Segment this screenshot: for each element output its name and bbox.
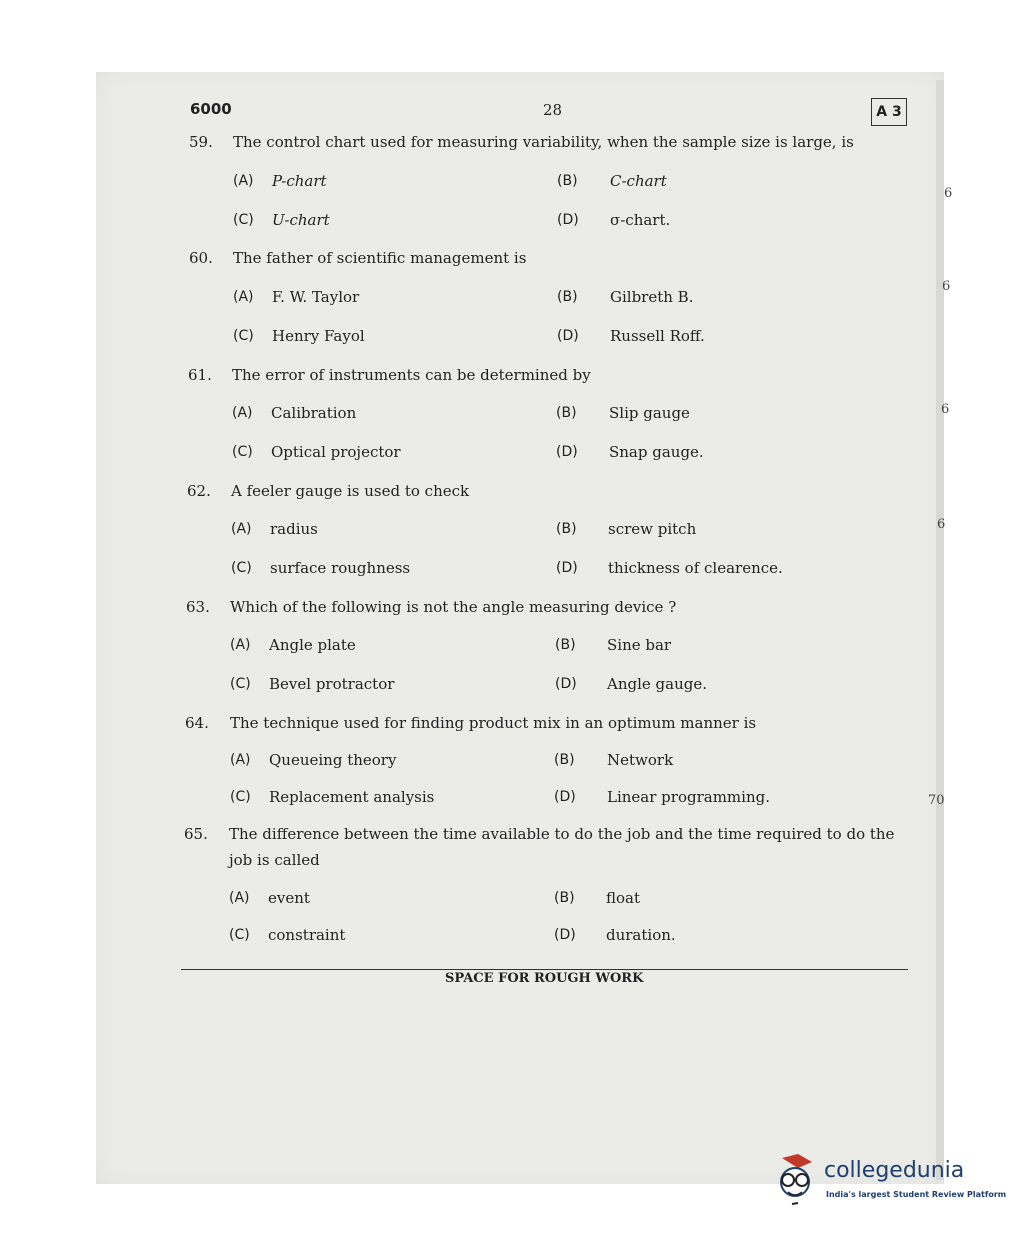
option-label: (B) xyxy=(557,173,578,189)
option-label: (D) xyxy=(556,444,578,460)
option-label: (A) xyxy=(233,289,254,305)
option-label: (B) xyxy=(555,637,576,653)
question-number: 64. xyxy=(185,714,209,732)
option-text: Angle gauge. xyxy=(607,675,707,693)
series-box: A 3 xyxy=(871,98,907,126)
option-text: Russell Roff. xyxy=(610,327,705,345)
option-label: (A) xyxy=(232,405,253,421)
option-text: screw pitch xyxy=(608,520,697,538)
option-text: Angle plate xyxy=(269,636,356,654)
option-text: Linear programming. xyxy=(607,788,770,806)
edge-mark: 70 xyxy=(928,793,945,808)
option-text: surface roughness xyxy=(270,559,411,577)
question-number: 59. xyxy=(189,133,213,151)
question-number: 62. xyxy=(187,482,211,500)
option-label: (C) xyxy=(229,927,250,943)
option-label: (A) xyxy=(229,890,250,906)
logo-tagline: India's largest Student Review Platform xyxy=(826,1190,1007,1199)
option-label: (A) xyxy=(231,521,252,537)
option-text: Replacement analysis xyxy=(269,788,435,806)
option-label: (B) xyxy=(557,289,578,305)
option-label: (C) xyxy=(233,328,254,344)
question-text: The difference between the time available to do the job and the time required to do the job is called xyxy=(229,825,895,869)
question-number: 65. xyxy=(184,825,208,843)
option-label: (D) xyxy=(557,212,579,228)
option-text: F. W. Taylor xyxy=(272,288,360,306)
option-label: (D) xyxy=(556,560,578,576)
option-text: Queueing theory xyxy=(269,751,397,769)
option-label: (B) xyxy=(556,521,577,537)
option-label: (A) xyxy=(230,637,251,653)
option-label: (D) xyxy=(555,676,577,692)
option-label: (C) xyxy=(230,789,251,805)
rough-work-divider xyxy=(181,969,908,970)
option-text: Gilbreth B. xyxy=(610,288,694,306)
option-text: U-chart xyxy=(272,211,330,229)
edge-mark: 6 xyxy=(944,186,953,201)
option-text: Snap gauge. xyxy=(609,443,704,461)
mascot-icon xyxy=(768,1150,822,1210)
option-text: duration. xyxy=(606,926,676,944)
question-number: 63. xyxy=(186,598,210,616)
option-text: Network xyxy=(607,751,674,769)
option-text: float xyxy=(606,889,641,907)
option-text: C-chart xyxy=(610,172,667,190)
option-label: (C) xyxy=(232,444,253,460)
option-label: (D) xyxy=(554,789,576,805)
option-label: (A) xyxy=(230,752,251,768)
option-text: Optical projector xyxy=(271,443,401,461)
question-text: The father of scientific management is xyxy=(233,249,527,267)
collegedunia-logo xyxy=(768,1150,1007,1210)
question-text: Which of the following is not the angle measuring device ? xyxy=(230,598,677,616)
question-text: The control chart used for measuring variability, when the sample size is large, is xyxy=(233,133,854,151)
option-label: (D) xyxy=(554,927,576,943)
question-text: The technique used for finding product mix in an optimum manner is xyxy=(230,714,757,732)
page-number: 28 xyxy=(543,101,563,119)
option-label: (C) xyxy=(233,212,254,228)
option-text: Slip gauge xyxy=(609,404,690,422)
option-text: thickness of clearence. xyxy=(608,559,783,577)
option-label: (C) xyxy=(230,676,251,692)
option-text: radius xyxy=(270,520,318,538)
option-text: event xyxy=(268,889,310,907)
option-text: P-chart xyxy=(272,172,327,190)
option-text: Sine bar xyxy=(607,636,672,654)
edge-mark: 6 xyxy=(937,517,946,532)
paper-code: 6000 xyxy=(190,100,232,118)
logo-wordmark: collegedunia xyxy=(824,1158,965,1183)
option-label: (C) xyxy=(231,560,252,576)
option-text: Bevel protractor xyxy=(269,675,395,693)
option-text: constraint xyxy=(268,926,346,944)
edge-mark: 6 xyxy=(942,279,951,294)
option-label: (B) xyxy=(554,752,575,768)
rough-work-label: SPACE FOR ROUGH WORK xyxy=(445,971,644,986)
option-text: Henry Fayol xyxy=(272,327,365,345)
page-edge-shadow xyxy=(936,80,944,1180)
option-label: (A) xyxy=(233,173,254,189)
edge-mark: 6 xyxy=(941,402,950,417)
question-number: 61. xyxy=(188,366,212,384)
option-text: σ-chart. xyxy=(610,211,671,229)
option-label: (B) xyxy=(554,890,575,906)
scanned-page xyxy=(96,72,944,1184)
question-number: 60. xyxy=(189,249,213,267)
option-label: (B) xyxy=(556,405,577,421)
question-text: A feeler gauge is used to check xyxy=(231,482,470,500)
option-text: Calibration xyxy=(271,404,357,422)
question-text: The error of instruments can be determined by xyxy=(232,366,591,384)
option-label: (D) xyxy=(557,328,579,344)
